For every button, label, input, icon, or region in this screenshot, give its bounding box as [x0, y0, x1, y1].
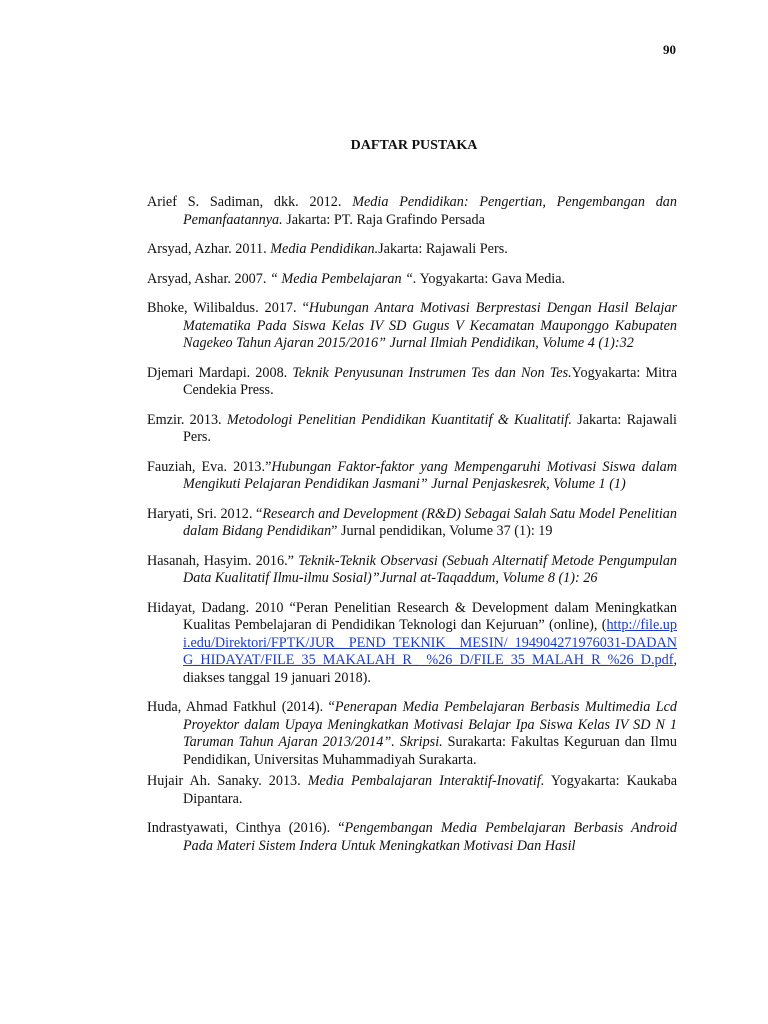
reference-entry: Emzir. 2013. Metodologi Penelitian Pendidikan Kuantitatif & Kualitatif. Jakarta: Rajawali Pers. [147, 411, 678, 445]
reference-entry: Arief S. Sadiman, dkk. 2012. Media Pendidikan: Pengertian, Pengembangan dan Pemanfaatannya. Jakarta: PT. Raja Grafindo Persada [147, 194, 677, 228]
reference-entry: Haryati, Sri. 2012. “Research and Development (R&D) Sebagai Salah Satu Model Penelitian dalam Bidang Pendidikan” Jurnal pendidikan, Volume 37 (1): 19 [147, 505, 677, 539]
reference-entry: Bhoke, Wilibaldus. 2017. “Hubungan Antara Motivasi Berprestasi Dengan Hasil Belajar Matematika Pada Siswa Kelas IV SD Gugus V Kecamatan Mauponggo Kabupaten Nagekeo Tahun Ajaran 2015/2016” Jurnal Ilmiah Pendidikan, Volume 4 (1):32 [147, 300, 677, 351]
page-title: DAFTAR PUSTAKA [350, 138, 478, 153]
reference-entry: Hasanah, Hasyim. 2016.” Teknik-Teknik Observasi (Sebuah Alternatif Metode Pengumpulan Data Kualitatif Ilmu-ilmu Sosial)”Jurnal at-Taqaddum, Volume 8 (1): 26 [147, 552, 678, 586]
reference-list [147, 194, 677, 867]
reference-entry: Arsyad, Azhar. 2011. Media Pendidikan.Jakarta: Rajawali Pers. [147, 241, 508, 257]
reference-entry-indrastyawati: Indrastyawati, Cinthya (2016). “Pengembangan Media Pembelajaran Berbasis Android Pada Materi Sistem Indera Untuk Meningkatkan Motivasi Dan Hasil [147, 820, 677, 854]
reference-entry-hidayat: Hidayat, Dadang. 2010 “Peran Penelitian Research & Development dalam Meningkatkan Kualitas Pembelajaran di Pendidikan Teknologi dan Kejuruan” (online), (http://file.upi.edu/Direktori/FPTK/JUR_ PEND_TEKNIK_ MESIN/ 194904271976031-DADANG_HIDAYAT/FILE_35_MAKALAH_R_ %26_D/FILE_35_MALAH_R_%26_D.pdf, diakses tanggal 19 januari 2018). [147, 599, 677, 686]
reference-entry-huda: Huda, Ahmad Fatkhul (2014). “Penerapan Media Pembelajaran Berbasis Multimedia Lcd Proyektor dalam Upaya Meningkatkan Motivasi Belajar Ipa Siswa Kelas IV SD N 1 Taruman Tahun Ajaran 2013/2014”. Skripsi. Surakarta: Fakultas Keguruan dan Ilmu Pendidikan, Universitas Muhammadiyah Surakarta. [147, 699, 678, 768]
reference-entry-hujair: Hujair Ah. Sanaky. 2013. Media Pembalajaran Interaktif-Inovatif. Yogyakarta: Kaukaba Dipantara. [147, 773, 677, 807]
reference-link[interactable]: http://file.upi.edu/Direktori/FPTK/JUR_ PEND_TEKNIK_ MESIN/ 194904271976031-DADANG_HIDAYAT/FILE_35_MAKALAH_R_ %26_D/FILE_35_MALAH_R_%26_D.pdf [183, 617, 677, 668]
reference-entry: Arsyad, Ashar. 2007. “ Media Pembelajaran “. Yogyakarta: Gava Media. [147, 270, 566, 287]
reference-entry: Djemari Mardapi. 2008. Teknik Penyusunan Instrumen Tes dan Non Tes.Yogyakarta: Mitra Cendekia Press. [147, 364, 677, 398]
page-number: 90 [663, 42, 676, 57]
reference-entry: Fauziah, Eva. 2013.”Hubungan Faktor-faktor yang Mempengaruhi Motivasi Siswa dalam Mengikuti Pelajaran Pendidikan Jasmani” Jurnal Penjaskesrek, Volume 1 (1) [147, 458, 677, 492]
